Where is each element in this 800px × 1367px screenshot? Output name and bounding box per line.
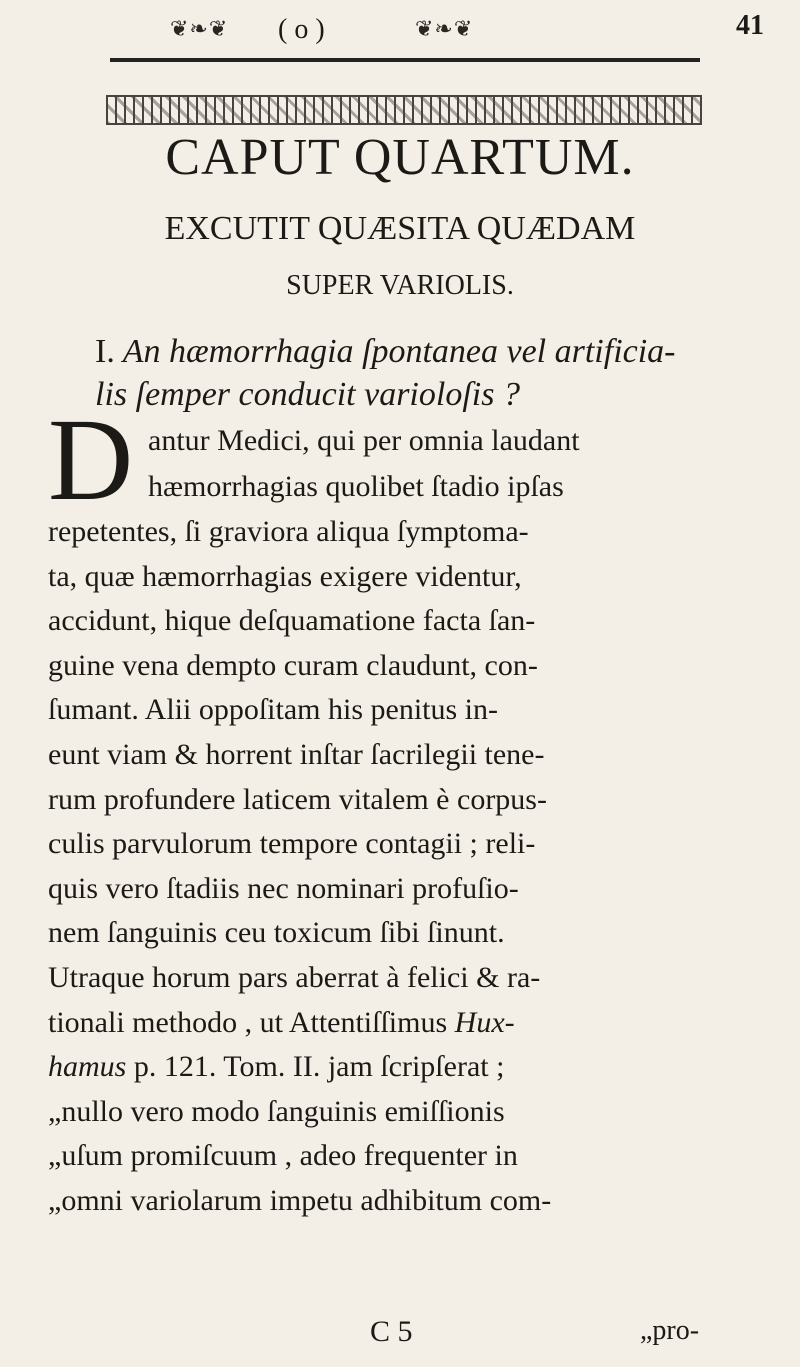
chapter-title: CAPUT QUARTUM. <box>165 129 635 186</box>
huxham-pre: tionali methodo , ut Attentiſſimus <box>48 1005 455 1039</box>
text-line: rum profundere laticem vitalem è corpus- <box>48 782 547 816</box>
hamus-post: p. 121. Tom. II. jam ſcripſerat ; <box>126 1050 505 1084</box>
text-line: Utraque horum pars aberrat à felici & ra- <box>48 960 541 994</box>
signature-mark: C 5 <box>370 1315 413 1348</box>
first-lines <box>148 418 768 510</box>
text-line: ta, quæ hæmorrhagias exigere videntur, <box>48 559 522 593</box>
text-line: nem ſanguinis ceu toxicum ſibi ſinunt. <box>48 916 505 950</box>
head-rule <box>110 58 700 62</box>
text-line-huxham <box>48 1001 768 1046</box>
drop-cap: D <box>48 394 134 525</box>
running-head-center: ( o ) <box>278 14 325 45</box>
text-line: eunt viam & horrent inſtar ſacrilegii tene- <box>48 737 545 771</box>
author-name-part1: Hux- <box>454 1005 515 1039</box>
text-line: antur Medici, qui per omnia laudant <box>148 424 580 457</box>
question-line2: lis ſemper conducit varioloſis ? <box>95 376 520 413</box>
chapter-subtitle-line1: EXCUTIT QUÆSITA QUÆDAM <box>164 210 636 247</box>
question-line1: An hæmorrhagia ſpontanea vel artificia- <box>122 333 676 370</box>
page-number: 41 <box>736 10 764 41</box>
author-name-part2: hamus <box>48 1050 127 1084</box>
text-line: guine vena dempto curam claudunt, con- <box>48 648 538 682</box>
question-heading <box>95 330 735 416</box>
head-ornament-left-icon: ❦❧❦ <box>170 16 229 41</box>
text-line: accidunt, hique deſquamatione facta ſan- <box>48 604 536 638</box>
quote-line: „omni variolarum impetu adhibitum com- <box>48 1183 552 1217</box>
quote-line: „nullo vero modo ſanguinis emiſſionis <box>48 1094 505 1128</box>
text-line: repetentes, ſi graviora aliqua ſymptoma- <box>48 515 529 548</box>
ornamental-border-band <box>106 95 702 125</box>
text-line: quis vero ſtadiis nec nominari profuſio- <box>48 871 519 905</box>
text-line: culis parvulorum tempore contagii ; reli- <box>48 827 536 861</box>
chapter-subtitle-line2: SUPER VARIOLIS. <box>286 270 514 301</box>
text-line: hæmorrhagias quolibet ſtadio ipſas <box>148 470 564 503</box>
running-head <box>160 8 680 48</box>
quote-line: „uſum promiſcuum , adeo frequenter in <box>48 1139 518 1173</box>
catchword: „pro- <box>640 1315 700 1346</box>
text-line: ſumant. Alii oppoſitam his penitus in- <box>48 693 498 727</box>
question-number: I. <box>95 333 115 370</box>
text-line-hamus <box>48 1045 768 1090</box>
body-text <box>48 510 768 1224</box>
head-ornament-right-icon: ❦❧❦ <box>415 16 474 41</box>
